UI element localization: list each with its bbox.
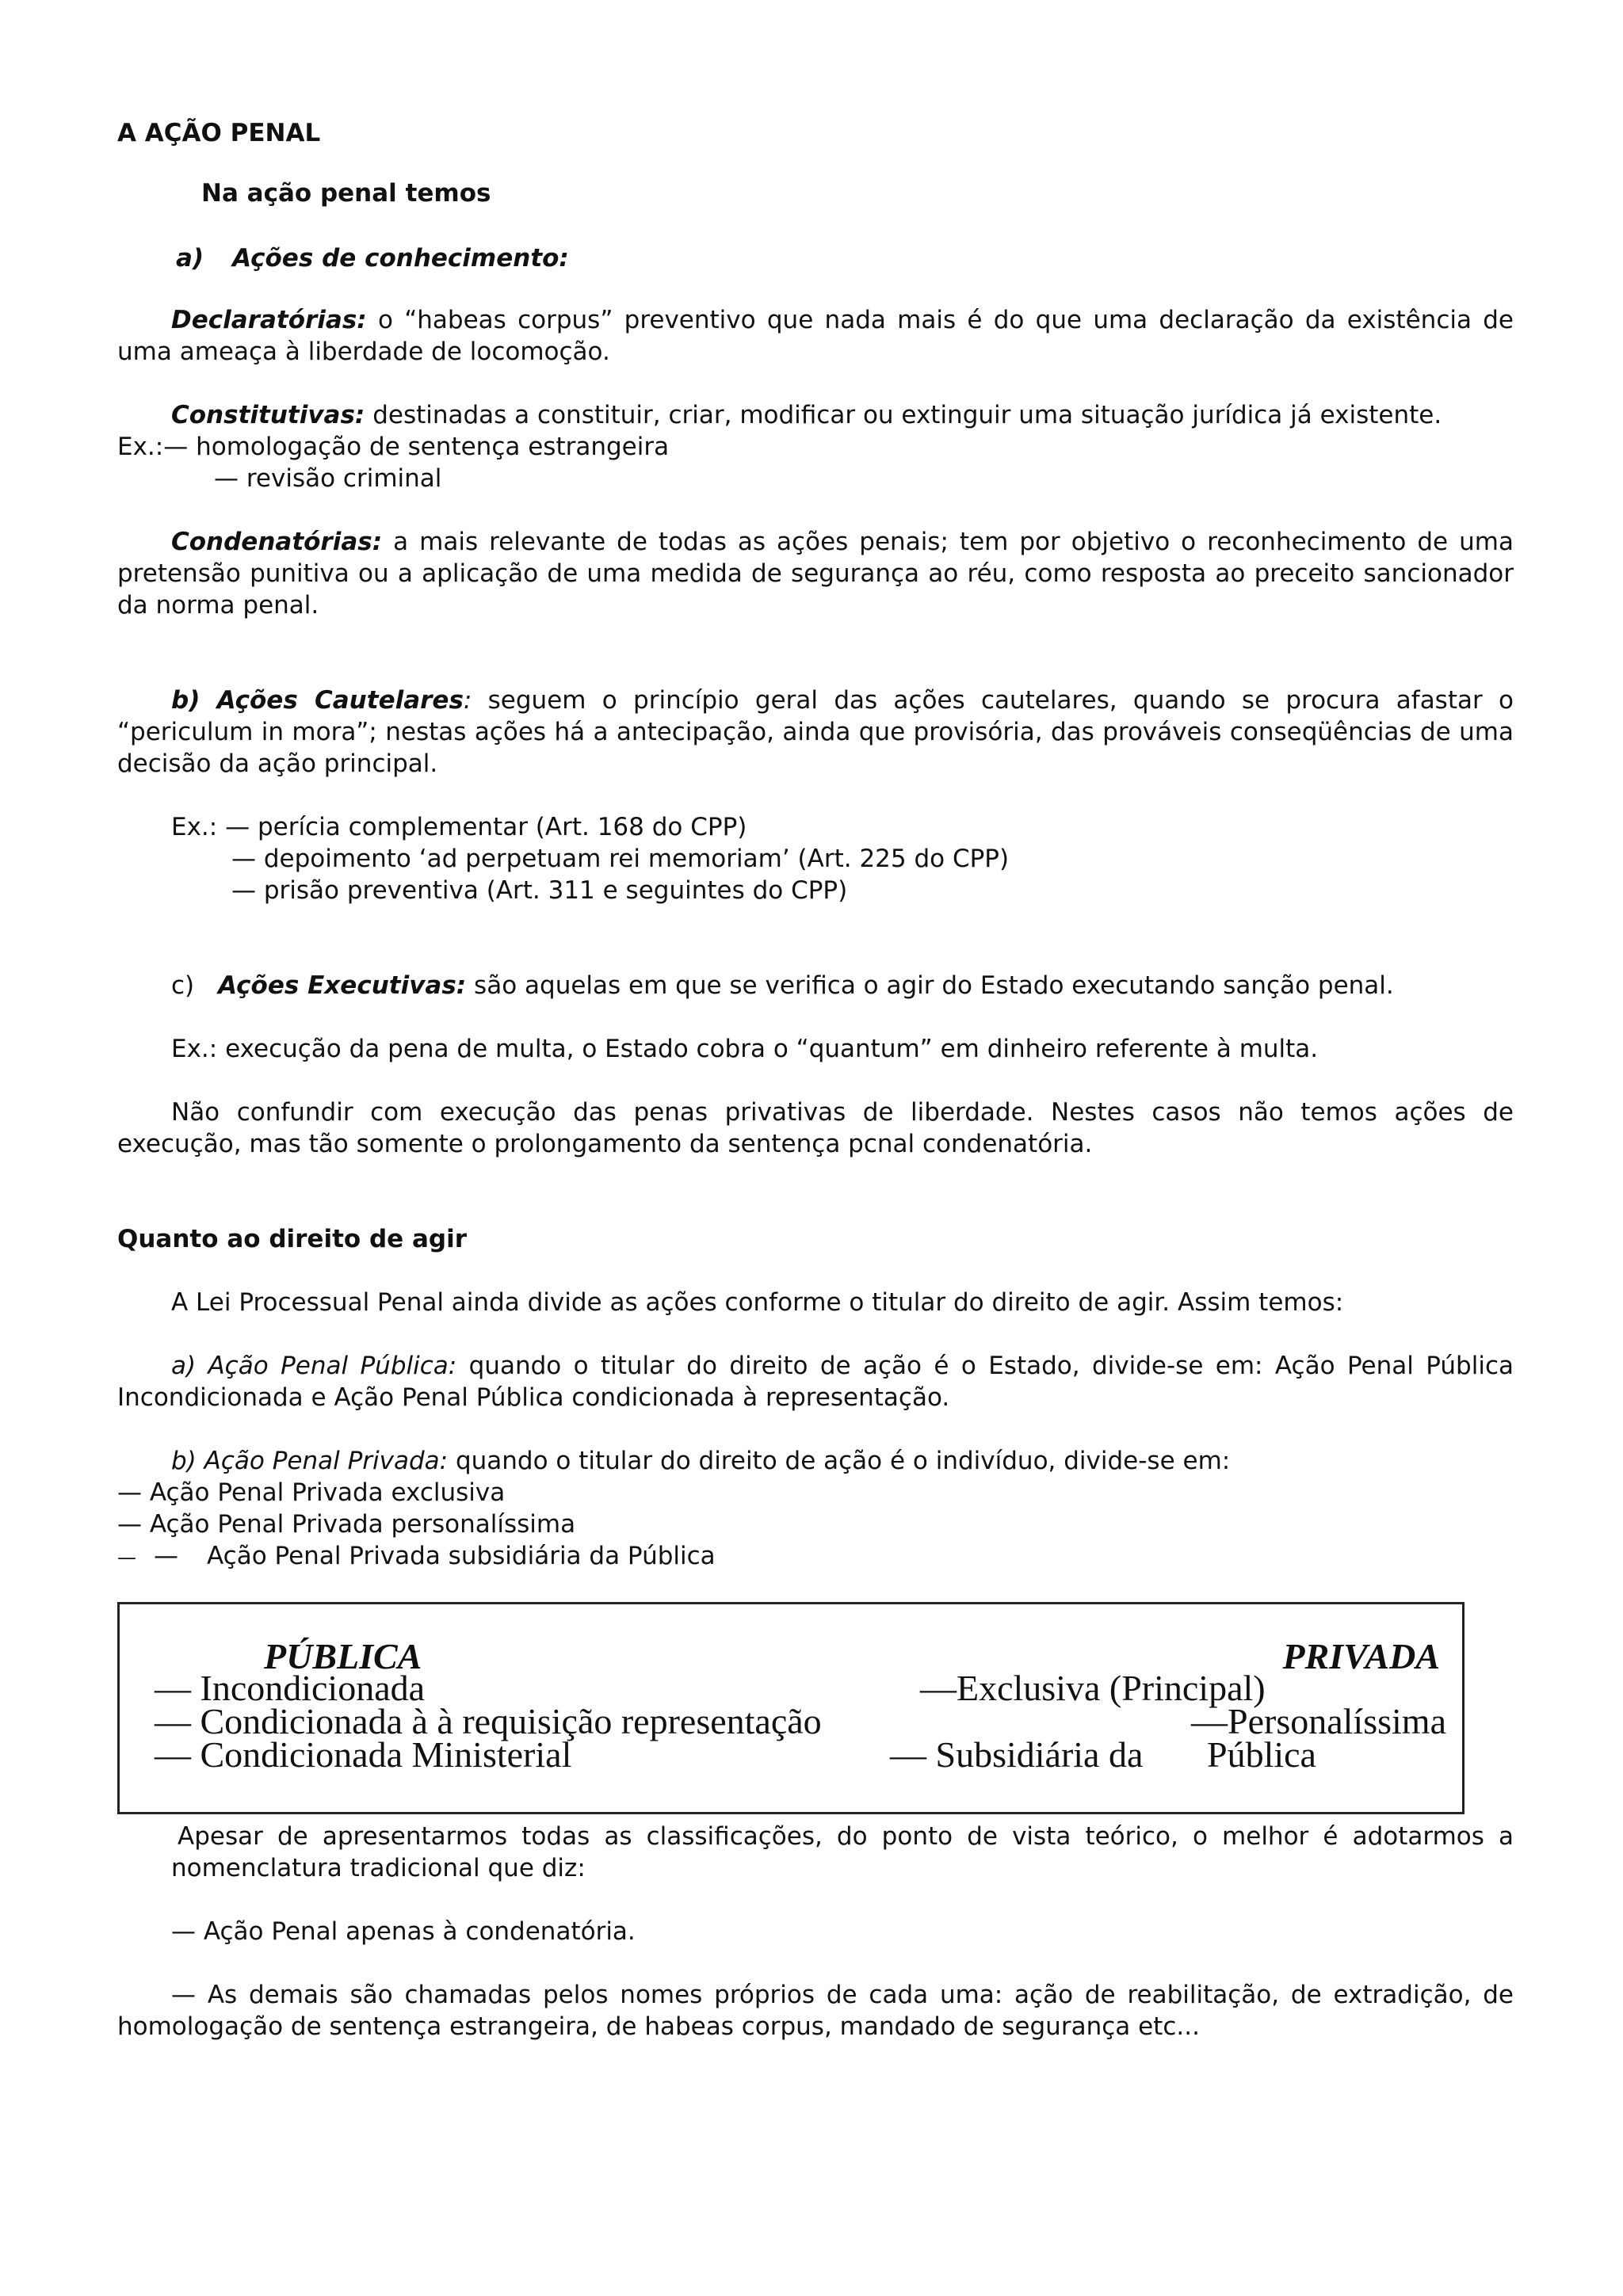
box-privada-item-2: —Personalíssima — [1191, 1701, 1446, 1741]
constitutivas-example-line-1 — [117, 431, 669, 463]
box-publica-heading: PÚBLICA — [264, 1636, 422, 1676]
privada-item-3 — [117, 1540, 716, 1573]
constitutivas-example-2: — revisão criminal — [214, 464, 442, 493]
privada-line — [171, 1445, 1230, 1477]
box-publica-item-2: — Condicionada à à requisição representação — [155, 1701, 822, 1741]
conclusion-item-1: — Ação Penal apenas à condenatória. — [171, 1917, 636, 1946]
classification-box — [117, 1602, 1465, 1814]
constitutivas-text: destinadas a constituir, criar, modificar ou extinguir uma situação jurídica já existente. — [372, 401, 1442, 429]
page-title: A AÇÃO PENAL — [117, 119, 321, 147]
conclusion-paragraph: Apesar de apresentarmos todas as classificações, do ponto de vista teórico, o melhor é adotarmos a nomenclatura tradicional que diz: — [171, 1822, 1514, 1882]
privada-item-3-dash: — — [154, 1542, 178, 1570]
executivas-text: são aquelas em que se verifica o agir do Estado executando sanção penal. — [474, 971, 1394, 1000]
cautelares-example-line-1 — [171, 811, 747, 843]
cautelares-text: seguem o princípio geral das ações cautelares, quando se procura afastar o “periculum in mora”; nestas ações há a antecipação, ainda que provisória, das prováveis conseqüências de uma decisão da ação principal. — [117, 686, 1514, 778]
cautelares-ex-label: Ex.: — [171, 813, 218, 841]
executivas-note: Não confundir com execução das penas privativas de liberdade. Nestes casos não temos ações de execução, mas tão somente o prolongamento da sentença pcnal condenatória. — [117, 1098, 1514, 1158]
declaratorias-paragraph — [117, 304, 1514, 368]
constitutivas-paragraph — [117, 399, 1514, 431]
privada-item-3-dash-small: — — [117, 1547, 136, 1569]
cautelares-example-2: — depoimento ‘ad perpetuam rei memoriam’ (Art. 225 do CPP) — [231, 845, 1010, 873]
condenatorias-paragraph — [117, 526, 1514, 621]
publica-paragraph — [117, 1350, 1514, 1413]
box-privada-heading: PRIVADA — [1282, 1636, 1440, 1676]
constitutivas-term: Constitutivas: — [171, 401, 365, 429]
box-privada-item-1: —Exclusiva (Principal) — [920, 1668, 1266, 1708]
condenatorias-term: Condenatórias: — [171, 528, 383, 556]
conclusion-item-2: — As demais são chamadas pelos nomes próprios de cada uma: ação de reabilitação, de extradição, de homologação de sentença estrangeira, de habeas corpus, mandado de segurança etc... — [117, 1981, 1514, 2041]
executivas-term: Ações Executivas: — [218, 971, 467, 1000]
declaratorias-text: o “habeas corpus” preventivo que nada mais é do que uma declaração da existência de uma ameaça à liberdade de locomoção. — [117, 306, 1514, 366]
section-a-label: Ações de conhecimento: — [232, 244, 569, 273]
publica-term: a) Ação Penal Pública: — [171, 1352, 457, 1380]
privada-item-3-text: Ação Penal Privada subsidiária da Pública — [207, 1542, 716, 1570]
privada-item-2: — Ação Penal Privada personalíssima — [117, 1510, 576, 1539]
box-publica-item-1: — Incondicionada — [155, 1668, 426, 1708]
box-privada-item-3-cont: Pública — [1207, 1734, 1316, 1775]
section-a-marker: a) — [176, 244, 204, 273]
cautelares-paragraph — [117, 685, 1514, 780]
box-publica-item-3: — Condicionada Ministerial — [155, 1734, 572, 1775]
privada-item-1: — Ação Penal Privada exclusiva — [117, 1478, 506, 1507]
section-a-heading — [176, 242, 569, 274]
direito-agir-heading: Quanto ao direito de agir — [117, 1225, 468, 1253]
executivas-example: Ex.: execução da pena de multa, o Estado cobra o “quantum” em dinheiro referente à multa. — [171, 1035, 1319, 1063]
privada-text: quando o titular do direito de ação é o indivíduo, divide-se em: — [455, 1447, 1231, 1475]
condenatorias-text: a mais relevante de todas as ações penais; tem por objetivo o reconhecimento de uma pretensão punitiva ou a aplicação de uma medida de segurança ao réu, como resposta ao preceito sancionador da norma penal. — [117, 528, 1514, 620]
privada-term: b) Ação Penal Privada: — [171, 1447, 449, 1475]
direito-agir-intro: A Lei Processual Penal ainda divide as ações conforme o titular do direito de agir. Assim temos: — [171, 1288, 1344, 1317]
publica-text: quando o titular do direito de ação é o Estado, divide-se em: Ação Penal Pública Incondicionada e Ação Penal Pública condicionada à representação. — [117, 1352, 1514, 1412]
cautelares-example-3: — prisão preventiva (Art. 311 e seguintes do CPP) — [231, 876, 848, 905]
constitutivas-example-1: — homologação de sentença estrangeira — [163, 433, 670, 461]
constitutivas-ex-label: Ex.: — [117, 433, 164, 461]
executivas-line — [171, 970, 1394, 1001]
intro-line: Na ação penal temos — [201, 179, 491, 208]
executivas-marker: c) — [171, 971, 195, 1000]
declaratorias-term: Declaratórias: — [171, 306, 367, 334]
box-privada-item-3: — Subsidiária da — [890, 1734, 1144, 1775]
cautelares-colon: : — [463, 686, 472, 715]
cautelares-term: b) Ações Cautelares — [171, 686, 464, 715]
cautelares-example-1: — perícia complementar (Art. 168 do CPP) — [225, 813, 747, 841]
